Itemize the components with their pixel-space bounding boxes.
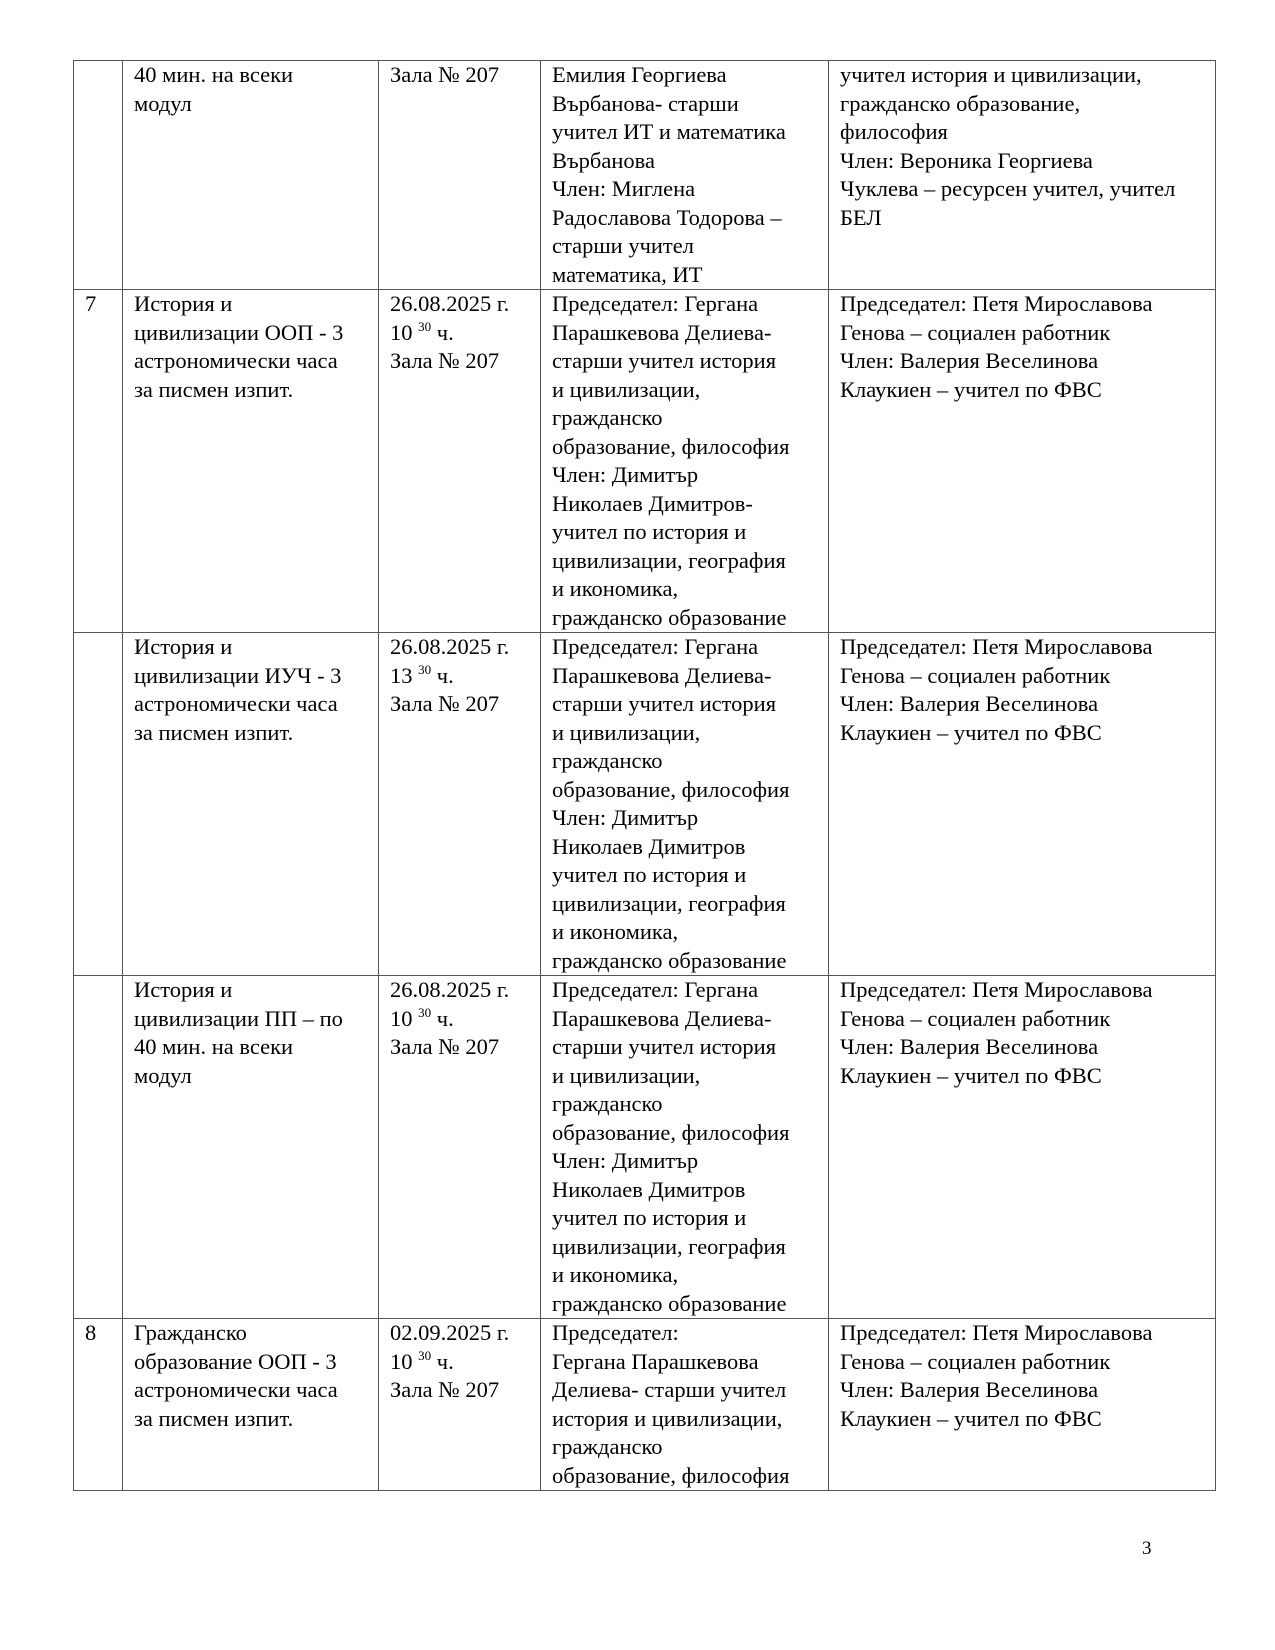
commission-a-line: образование, философия: [552, 1462, 790, 1488]
commission-b-line: Клаукиен – учител по ФВС: [840, 1405, 1102, 1431]
subject-line: астрономически часа: [134, 691, 338, 716]
exam-time: [390, 1005, 540, 1034]
row-number-cell: [74, 61, 123, 290]
commission-b-line: Генова – социален работник: [840, 1005, 1111, 1031]
subject-line: цивилизации ПП – по: [134, 1005, 343, 1031]
commission-a-line: учител по история и: [552, 519, 747, 544]
commission-a-line: цивилизации, география: [552, 1233, 786, 1259]
commission-a-line: Председател: Гергана: [552, 291, 759, 316]
exam-time-minutes: 30: [418, 1004, 432, 1020]
commission-a-line: старши учител история: [552, 691, 777, 716]
date-time-room-cell: [379, 976, 541, 1319]
row-number-cell: [74, 633, 123, 976]
commission-b-cell: [829, 976, 1216, 1319]
commission-a-line: гражданско: [552, 405, 663, 430]
subject-line: 40 мин. на всеки: [134, 1034, 294, 1059]
subject-cell: [123, 976, 379, 1319]
commission-a-line: гражданско образование: [552, 604, 787, 630]
exam-date: 02.09.2025 г.: [390, 1320, 510, 1345]
subject-line: модул: [134, 1062, 192, 1088]
commission-b-line: Член: Валерия Веселинова: [840, 691, 1099, 716]
commission-b-line: учител история и цивилизации,: [840, 62, 1142, 87]
commission-a-line: Върбанова- старши: [552, 90, 739, 116]
subject-cell: [123, 61, 379, 290]
commission-a-line: Председател: Гергана: [552, 977, 759, 1002]
commission-b-cell: [829, 633, 1216, 976]
exam-room: Зала № 207: [390, 1034, 500, 1059]
subject-line: цивилизации ИУЧ - 3: [134, 662, 342, 688]
exam-room: Зала № 207: [390, 62, 500, 87]
exam-time-minutes: 30: [418, 1347, 432, 1363]
commission-a-line: Член: Димитър: [552, 805, 699, 830]
commission-a-line: и икономика,: [552, 919, 679, 944]
commission-a-line: Парашкевова Делиева-: [552, 662, 772, 688]
exam-time-suffix: ч.: [436, 319, 454, 345]
commission-a-cell: [541, 61, 829, 290]
exam-time-hour: 13: [390, 662, 413, 688]
commission-b-line: Клаукиен – учител по ФВС: [840, 719, 1102, 745]
date-time-room-cell: [379, 1319, 541, 1491]
commission-b-line: Клаукиен – учител по ФВС: [840, 376, 1102, 402]
exam-time-hour: 10: [390, 1348, 413, 1374]
commission-a-line: старши учител история: [552, 348, 777, 373]
commission-a-line: образование, философия: [552, 433, 790, 459]
subject-cell: [123, 290, 379, 633]
date-time-room-cell: [379, 633, 541, 976]
schedule-row: [74, 633, 1216, 976]
commission-a-line: Председател:: [552, 1320, 679, 1345]
exam-room: Зала № 207: [390, 691, 500, 716]
commission-a-line: Парашкевова Делиева-: [552, 319, 772, 345]
commission-a-line: гражданско: [552, 1434, 663, 1459]
subject-cell: [123, 633, 379, 976]
subject-line: за писмен изпит.: [134, 376, 294, 402]
commission-a-line: математика, ИТ: [552, 261, 703, 287]
commission-a-line: Член: Димитър: [552, 1148, 699, 1173]
page-number: 3: [1142, 1538, 1152, 1559]
commission-b-cell: [829, 1319, 1216, 1491]
commission-a-line: образование, философия: [552, 1119, 790, 1145]
exam-time-suffix: ч.: [436, 1348, 454, 1374]
exam-date: 26.08.2025 г.: [390, 291, 510, 316]
commission-a-line: Николаев Димитров: [552, 833, 746, 859]
commission-a-line: Върбанова: [552, 147, 655, 173]
commission-a-line: и икономика,: [552, 1262, 679, 1287]
commission-a-line: гражданско образование: [552, 1290, 787, 1316]
schedule-row: [74, 61, 1216, 290]
subject-line: История и: [134, 291, 233, 316]
commission-b-line: Генова – социален работник: [840, 662, 1111, 688]
exam-schedule-table: [73, 60, 1216, 1491]
exam-time: [390, 319, 540, 348]
commission-b-line: Генова – социален работник: [840, 1348, 1111, 1374]
commission-a-line: Член: Димитър: [552, 462, 699, 487]
commission-b-line: Клаукиен – учител по ФВС: [840, 1062, 1102, 1088]
schedule-row: [74, 976, 1216, 1319]
schedule-row: [74, 290, 1216, 633]
commission-b-line: Председател: Петя Мирославова: [840, 977, 1153, 1002]
commission-a-line: гражданско образование: [552, 947, 787, 973]
commission-a-line: Делиева- старши учител: [552, 1377, 787, 1402]
exam-time-hour: 10: [390, 319, 413, 345]
commission-b-line: Член: Валерия Веселинова: [840, 1034, 1099, 1059]
exam-date: 26.08.2025 г.: [390, 977, 510, 1002]
commission-a-line: Председател: Гергана: [552, 634, 759, 659]
subject-line: цивилизации ООП - 3: [134, 319, 344, 345]
commission-a-line: гражданско: [552, 748, 663, 773]
exam-time-suffix: ч.: [436, 1005, 454, 1031]
row-number-cell: [74, 290, 123, 633]
commission-b-cell: [829, 61, 1216, 290]
subject-line: 40 мин. на всеки: [134, 62, 294, 87]
date-time-room-cell: [379, 61, 541, 290]
commission-a-line: история и цивилизации,: [552, 1405, 783, 1431]
schedule-row: [74, 1319, 1216, 1491]
commission-a-line: Емилия Георгиева: [552, 62, 727, 87]
commission-a-line: Радославова Тодорова –: [552, 204, 782, 230]
commission-a-line: Николаев Димитров: [552, 1176, 746, 1202]
exam-time-minutes: 30: [418, 318, 432, 334]
exam-time-minutes: 30: [418, 661, 432, 677]
date-time-room-cell: [379, 290, 541, 633]
commission-b-cell: [829, 290, 1216, 633]
commission-a-line: и цивилизации,: [552, 1062, 701, 1088]
commission-b-line: философия: [840, 119, 948, 144]
commission-a-line: старши учител: [552, 233, 694, 258]
row-number-cell: [74, 976, 123, 1319]
exam-time-suffix: ч.: [436, 662, 454, 688]
commission-a-cell: [541, 290, 829, 633]
commission-a-line: учител ИТ и математика: [552, 119, 786, 144]
exam-date: 26.08.2025 г.: [390, 634, 510, 659]
commission-b-line: Председател: Петя Мирославова: [840, 1320, 1153, 1345]
subject-line: Гражданско: [134, 1320, 247, 1345]
exam-room: Зала № 207: [390, 1377, 500, 1402]
commission-a-line: старши учител история: [552, 1034, 777, 1059]
commission-a-line: и цивилизации,: [552, 376, 701, 402]
commission-a-line: Николаев Димитров-: [552, 490, 753, 516]
subject-line: История и: [134, 977, 233, 1002]
commission-a-line: цивилизации, география: [552, 547, 786, 573]
commission-b-line: Член: Валерия Веселинова: [840, 1377, 1099, 1402]
subject-line: История и: [134, 634, 233, 659]
subject-line: астрономически часа: [134, 1377, 338, 1402]
commission-b-line: Председател: Петя Мирославова: [840, 291, 1153, 316]
commission-a-line: Член: Миглена: [552, 176, 696, 201]
commission-b-line: Член: Вероника Георгиева: [840, 147, 1093, 173]
commission-a-line: цивилизации, география: [552, 890, 786, 916]
commission-b-line: Генова – социален работник: [840, 319, 1111, 345]
commission-a-line: Гергана Парашкевова: [552, 1348, 759, 1374]
exam-time-hour: 10: [390, 1005, 413, 1031]
commission-a-line: и цивилизации,: [552, 719, 701, 745]
row-number: 8: [85, 1320, 97, 1345]
exam-room: Зала № 207: [390, 348, 500, 373]
exam-time: [390, 1348, 540, 1377]
schedule-body: [74, 61, 1216, 1491]
subject-line: образование ООП - 3: [134, 1348, 337, 1374]
subject-line: за писмен изпит.: [134, 719, 294, 745]
subject-cell: [123, 1319, 379, 1491]
commission-a-cell: [541, 976, 829, 1319]
commission-a-line: Парашкевова Делиева-: [552, 1005, 772, 1031]
commission-b-line: Член: Валерия Веселинова: [840, 348, 1099, 373]
subject-line: астрономически часа: [134, 348, 338, 373]
subject-line: модул: [134, 90, 192, 116]
commission-b-line: Председател: Петя Мирославова: [840, 634, 1153, 659]
commission-a-line: и икономика,: [552, 576, 679, 601]
commission-a-line: учител по история и: [552, 862, 747, 887]
commission-b-line: гражданско образование,: [840, 90, 1081, 116]
row-number: 7: [85, 291, 97, 316]
row-number-cell: [74, 1319, 123, 1491]
commission-a-cell: [541, 633, 829, 976]
subject-line: за писмен изпит.: [134, 1405, 294, 1431]
commission-a-line: гражданско: [552, 1091, 663, 1116]
commission-a-line: образование, философия: [552, 776, 790, 802]
exam-time: [390, 662, 540, 691]
commission-b-line: БЕЛ: [840, 204, 882, 230]
commission-b-line: Чуклева – ресурсен учител, учител: [840, 176, 1176, 201]
commission-a-cell: [541, 1319, 829, 1491]
commission-a-line: учител по история и: [552, 1205, 747, 1230]
